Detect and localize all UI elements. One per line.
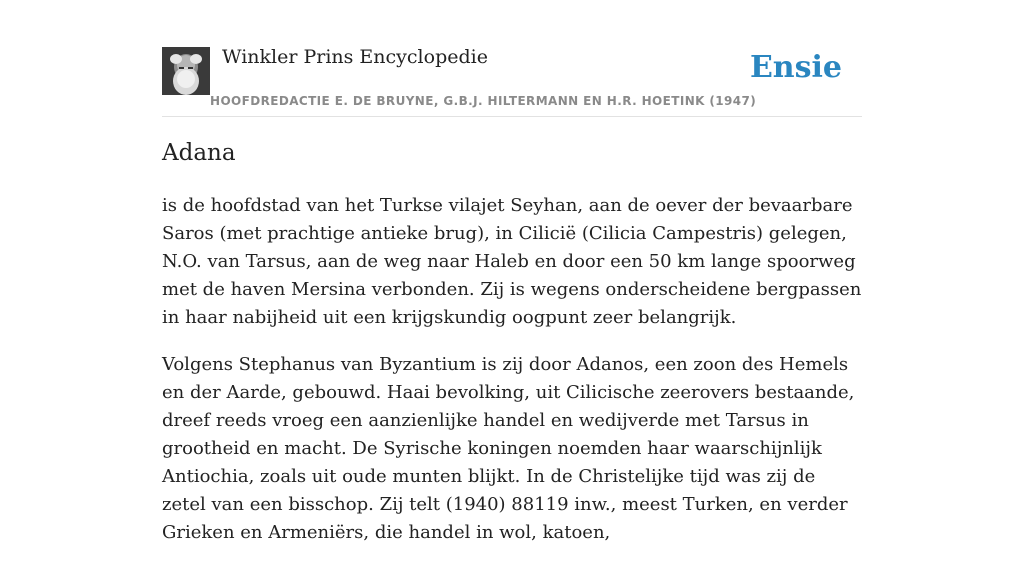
source-title[interactable]: Winkler Prins Encyclopedie [222, 46, 488, 68]
entry-title: Adana [162, 140, 236, 166]
entry-body [162, 192, 862, 566]
paragraph: Volgens Stephanus van Byzantium is zij door Adanos, een zoon des Hemels en der Aarde, gebouwd. Haai bevolking, uit Cilicische zeerovers bestaande, dreef reeds vroeg een aanzienlijke handel en wedijverde met Tarsus in grootheid en macht. De Syrische koningen noemden haar waarschijnlijk Antiochia, zoals uit oude munten blijkt. In de Christelijke tijd was zij de zetel van een bisschop. Zij telt (1940) 88119 inw., meest Turken, en verder Grieken en Armeniërs, die handel in wol, katoen, [162, 354, 855, 543]
paragraph: is de hoofdstad van het Turkse vilajet Seyhan, aan de oever der bevaarbare Saros (met prachtige antieke brug), in Cilicië (Cilicia Campestris) gelegen, N.O. van Tarsus, aan de weg naar Haleb en door een 50 km lange spoorweg met de haven Mersina verbonden. Zij is wegens onderscheidene bergpassen in haar nabijheid uit een krijgskundig oogpunt zeer belangrijk. [162, 195, 862, 328]
brand-logo[interactable]: Ensie [749, 50, 842, 85]
author-portrait-icon [162, 47, 210, 95]
source-header [162, 46, 862, 117]
source-subtitle: HOOFDREDACTIE E. DE BRUYNE, G.B.J. HILTERMANN EN H.R. HOETINK (1947) [210, 94, 757, 108]
author-avatar[interactable] [162, 47, 210, 95]
